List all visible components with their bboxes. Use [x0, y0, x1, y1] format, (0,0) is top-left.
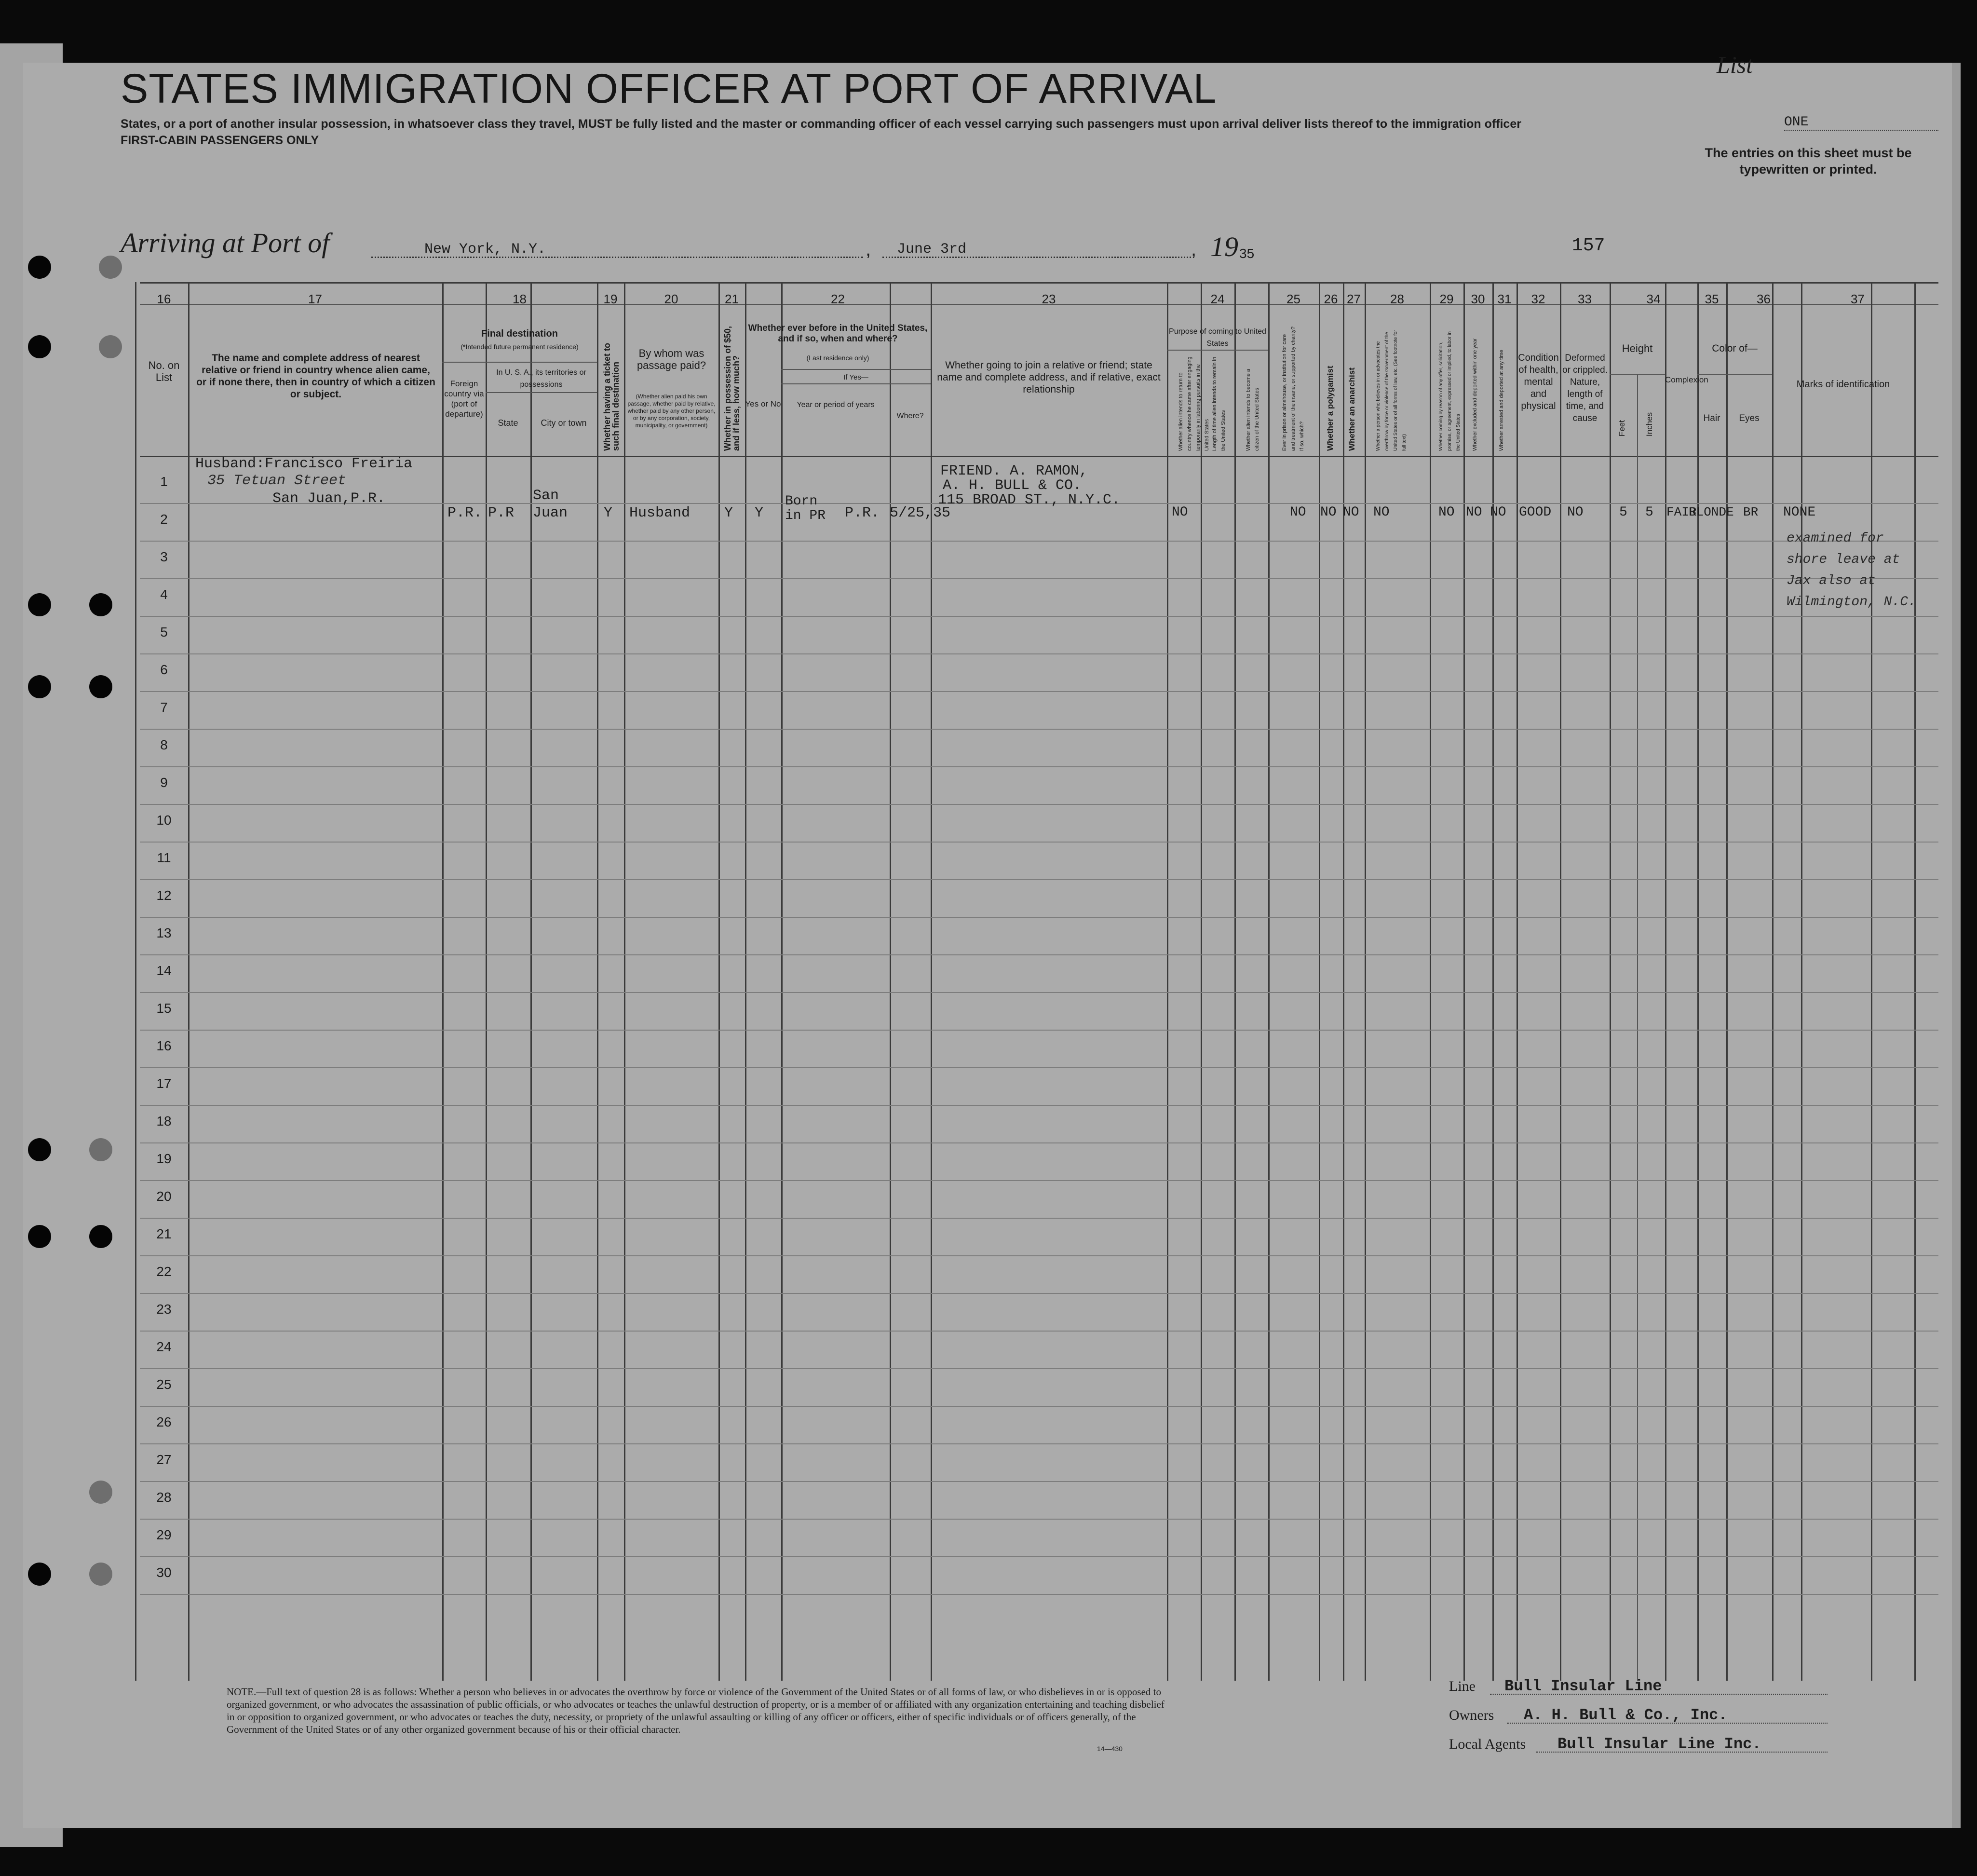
- col-line: [745, 282, 746, 1681]
- purpose: NO: [1172, 505, 1188, 520]
- col-number: 36: [1757, 292, 1771, 306]
- row-number: 10: [156, 813, 172, 828]
- line-value: Bull Insular Line: [1504, 1677, 1662, 1695]
- row-line: [140, 992, 1938, 993]
- row-number: 28: [156, 1490, 172, 1505]
- ticket: Y: [604, 505, 613, 521]
- row-number: 22: [156, 1264, 172, 1279]
- col-header-yes-no: Yes or No: [745, 399, 781, 408]
- col-header-inches: Inches: [1645, 412, 1654, 436]
- col-header-in-usa: In U. S. A., its territories or possessions: [496, 368, 586, 389]
- col-header-by-whom: By whom was passage paid?: [636, 347, 706, 371]
- year-suffix: 35: [1239, 246, 1255, 261]
- row-line: [140, 578, 1938, 579]
- height-feet: 5: [1619, 505, 1627, 520]
- col-header-q29: Whether coming by reason of any offer, solicitation, promise, or agreement, expressed or implied, to labor in the United States: [1438, 331, 1461, 451]
- row-number: 25: [156, 1377, 172, 1392]
- row-line: [140, 1519, 1938, 1520]
- row-line: [140, 879, 1938, 880]
- binder-hole: [28, 593, 51, 616]
- comma: ,: [1191, 239, 1197, 260]
- binder-hole: [28, 675, 51, 698]
- binder-hole: [28, 1563, 51, 1586]
- entries-note: The entries on this sheet must be typewritten or printed.: [1705, 146, 1912, 177]
- header-subrule: [442, 362, 597, 363]
- row-line: [140, 954, 1938, 955]
- q31-answer: NO: [1490, 505, 1506, 520]
- list-value: ONE: [1784, 115, 1938, 131]
- table-rule: [140, 282, 1938, 284]
- col-line: [1637, 374, 1638, 1681]
- date-last-departure: 5/25,35: [890, 505, 951, 521]
- col-line: [442, 282, 444, 1681]
- header-subrule: [1697, 374, 1772, 375]
- identification-marks: NONE: [1783, 505, 1816, 520]
- row-number: 19: [156, 1151, 172, 1166]
- agents-label: Local Agents: [1449, 1736, 1526, 1752]
- col-line: [135, 282, 136, 1681]
- col-line: [1914, 282, 1916, 1681]
- col-number: 17: [308, 292, 322, 306]
- line-label: Line: [1449, 1678, 1476, 1694]
- subtitle-class: FIRST-CABIN PASSENGERS ONLY: [121, 134, 319, 147]
- row-number: 12: [156, 888, 172, 903]
- row-line: [140, 1180, 1938, 1181]
- owners-label: Owners: [1449, 1707, 1494, 1723]
- row-number: 8: [160, 737, 168, 752]
- col-header-q28: Whether a person who believes in or advocates the overthrow by force or violence of the Government of the United States or of all forms of law, etc. (See footnote for full text): [1376, 330, 1407, 451]
- manifest-table: [140, 282, 1938, 1681]
- col-header-fifty: Whether in possession of $50, and if less, how much?: [723, 326, 741, 451]
- height-inches: 5: [1645, 505, 1653, 520]
- q30-answer: NO: [1466, 505, 1482, 520]
- row-number: 1: [160, 474, 168, 489]
- state: P.R: [488, 505, 515, 521]
- col-line: [1463, 282, 1465, 1681]
- col-line: [1517, 282, 1518, 1681]
- col-header-if-yes: If Yes—: [843, 373, 868, 381]
- row-number: 11: [157, 850, 171, 865]
- binder-hole: [89, 1138, 112, 1161]
- col-number: 28: [1390, 292, 1404, 306]
- col-header-final-note: (*Intended future permanent residence): [460, 343, 579, 351]
- date-value: June 3rd: [897, 241, 967, 258]
- row-number: 30: [156, 1565, 172, 1580]
- page-title: STATES IMMIGRATION OFFICER AT PORT OF ARRIVAL: [121, 66, 1217, 112]
- row-line: [140, 1556, 1938, 1557]
- where: P.R.: [845, 505, 880, 521]
- row-number: 4: [160, 587, 168, 602]
- col-header-join: Whether going to join a relative or friend; state name and complete address, and if relative, exact relationship: [937, 360, 1161, 395]
- row-number: 2: [160, 512, 168, 527]
- col-line: [1343, 282, 1344, 1681]
- col-line: [1665, 282, 1666, 1681]
- prison: NO: [1290, 505, 1306, 520]
- paid-by: Husband: [629, 505, 691, 521]
- form-number: 14—430: [1097, 1745, 1123, 1753]
- col-number: 27: [1347, 292, 1361, 306]
- row-line: [140, 1368, 1938, 1369]
- col-header-q31: Whether arrested and deported at any time: [1499, 350, 1504, 451]
- row-line: [140, 1443, 1938, 1444]
- col-line: [1610, 282, 1611, 1681]
- row-number: 16: [156, 1038, 172, 1053]
- col-line: [1697, 282, 1699, 1681]
- col-line: [597, 282, 598, 1681]
- col-line: [188, 282, 190, 1681]
- col-number: 25: [1286, 292, 1300, 306]
- col-line: [1871, 282, 1872, 1681]
- row-number: 6: [160, 662, 168, 677]
- col-number: 26: [1324, 292, 1338, 306]
- question-28-footnote: NOTE.—Full text of question 28 is as follows: Whether a person who believes in or advocates the overthrow by force or violence of the Government of the United States or of all forms of law, or who disbelieves in or is opposed to organized government, or who advocates the assassination of public officials, or who advocates or teaches the unlawful destruction of property, or is a member of or affiliated with any organization entertaining and teaching disbelief in or opposition to organized government, or who advocates or teaches the duty, necessity, or propriety of the unlawful assaulting or killing of any officer or officers, either of specific individuals or of officers generally, of the Government of the United States or of any other organized government because of his or their official character.: [227, 1686, 1165, 1735]
- col-header-purpose: Purpose of coming to United States: [1169, 327, 1266, 348]
- row-line: [140, 1030, 1938, 1031]
- col-header-city: City or town: [541, 418, 587, 428]
- col-line: [1492, 282, 1494, 1681]
- col-number: 21: [725, 292, 739, 306]
- col-header-purpose-return: Whether alien intends to return to country whence he came after engaging temporarily in laboring pursuits in the United States: [1178, 356, 1210, 451]
- col-header-ticket: Whether having a ticket to such final destination: [602, 342, 621, 451]
- col-line: [624, 282, 625, 1681]
- col-line: [1365, 282, 1366, 1681]
- relative-address-handwritten: 35 Tetuan Street: [207, 473, 347, 489]
- binder-hole: [28, 1225, 51, 1248]
- binder-hole: [89, 675, 112, 698]
- col-header-year: Year or period of years: [797, 401, 875, 409]
- col-header-eyes: Eyes: [1739, 413, 1760, 423]
- row-line: [140, 1218, 1938, 1219]
- relative-name: Husband:Francisco Freiria: [195, 456, 413, 472]
- year-period: Born in PR: [785, 494, 826, 523]
- binder-hole: [89, 1563, 112, 1586]
- col-number: 22: [831, 292, 845, 306]
- col-line: [530, 282, 532, 1681]
- col-number: 31: [1497, 292, 1512, 306]
- owners-value: A. H. Bull & Co., Inc.: [1524, 1706, 1728, 1724]
- row-line: [140, 917, 1938, 918]
- col-number: 19: [603, 292, 618, 306]
- col-number: 32: [1531, 292, 1545, 306]
- row-line: [140, 1481, 1938, 1482]
- col-header-by-whom-note: (Whether alien paid his own passage, whether paid by relative, whether paid by any other person, or by any corporation, society, municipality, or government): [627, 393, 716, 429]
- row-line: [140, 804, 1938, 805]
- col-line: [1268, 282, 1270, 1681]
- row-line: [140, 1105, 1938, 1106]
- col-line: [486, 282, 487, 1681]
- row-number: 15: [156, 1001, 172, 1016]
- col-number: 18: [513, 292, 527, 306]
- list-label: List: [1717, 51, 1753, 78]
- row-number: 9: [160, 775, 168, 790]
- col-header-complexion: Complexion: [1665, 375, 1708, 384]
- row-line: [140, 1255, 1938, 1256]
- col-header-q30: Whether excluded and deported within one year: [1472, 338, 1478, 451]
- col-line: [1234, 282, 1236, 1681]
- row-line: [140, 766, 1938, 767]
- foreign-country: P.R.: [447, 505, 483, 521]
- header-subrule: [781, 369, 931, 370]
- health: GOOD: [1519, 505, 1552, 520]
- join-name: FRIEND. A. RAMON,: [940, 463, 1088, 479]
- col-line: [1560, 282, 1561, 1681]
- col-header-color: Color of—: [1712, 343, 1758, 354]
- arriving-label: Arriving at Port of: [121, 227, 330, 258]
- port-value: New York, N.Y.: [424, 241, 546, 258]
- row-number: 20: [156, 1189, 172, 1204]
- anarchist: NO: [1343, 505, 1359, 520]
- row-number: 18: [156, 1114, 172, 1128]
- col-number: 33: [1578, 292, 1592, 306]
- binder-hole: [28, 256, 51, 279]
- row-number: 27: [156, 1452, 172, 1467]
- col-number: 20: [664, 292, 678, 306]
- col-header-where: Where?: [896, 412, 924, 420]
- comma: ,: [866, 239, 871, 260]
- header-subrule: [1167, 350, 1268, 351]
- header-subrule: [486, 392, 597, 393]
- agents-value: Bull Insular Line Inc.: [1557, 1735, 1761, 1753]
- col-line: [781, 282, 783, 1681]
- binder-hole: [28, 1138, 51, 1161]
- before-us: Y: [755, 505, 764, 521]
- col-header-before-note: (Last residence only): [806, 354, 869, 362]
- row-number: 21: [156, 1226, 172, 1241]
- col-line: [1772, 282, 1774, 1681]
- col-header-foreign: Foreign country via (port of departure): [444, 379, 484, 419]
- row-number: 3: [160, 549, 168, 564]
- col-line: [1167, 282, 1168, 1681]
- binder-hole: [28, 335, 51, 358]
- deformed: NO: [1567, 505, 1584, 520]
- complexion: FAIR: [1666, 505, 1697, 519]
- row-line: [140, 653, 1938, 654]
- col-line: [1726, 282, 1728, 1681]
- row-line: [140, 1067, 1938, 1068]
- row-line: [140, 842, 1938, 843]
- col-header-marks: Marks of identification: [1796, 379, 1890, 390]
- binder-hole: [99, 256, 122, 279]
- col-header-height: Height: [1622, 342, 1653, 354]
- col-number: 30: [1471, 292, 1485, 306]
- city: San Juan: [533, 488, 568, 521]
- join-address: 115 BROAD ST., N.Y.C.: [938, 492, 1121, 508]
- header-subrule: [781, 383, 931, 384]
- eye-color: BR: [1743, 505, 1759, 519]
- fifty-dollars: Y: [724, 505, 733, 521]
- subtitle-line: States, or a port of another insular possession, in whatsoever class they travel, MUST be fully listed and the master or commanding officer of each vessel carrying such passengers must upon arrival deliver lists thereof to the immigration officer: [121, 117, 1521, 131]
- col-header-state: State: [498, 418, 518, 428]
- polygamist: NO: [1320, 505, 1337, 520]
- col-line: [1201, 282, 1202, 1681]
- col-header-relative: The name and complete address of nearest relative or friend in country whence alien came, or if none there, then in country of which a citizen or subject.: [196, 353, 435, 400]
- col-line: [1319, 282, 1320, 1681]
- binder-hole: [89, 593, 112, 616]
- col-header-hair: Hair: [1703, 413, 1720, 423]
- row-line: [140, 691, 1938, 692]
- row-line: [140, 729, 1938, 730]
- col-line: [931, 282, 932, 1681]
- col-number: 35: [1705, 292, 1719, 306]
- row-number: 26: [156, 1414, 172, 1429]
- row-number: 5: [160, 625, 168, 639]
- col-number: 16: [157, 292, 171, 306]
- col-number: 37: [1851, 292, 1865, 306]
- col-header-deformed: Deformed or crippled. Nature, length of time, and cause: [1562, 353, 1608, 423]
- col-header-no: No. on List: [148, 359, 180, 383]
- hair-color: BLONDE: [1689, 505, 1734, 519]
- year-prefix: 19: [1210, 231, 1238, 262]
- row-number: 29: [156, 1527, 172, 1542]
- binder-hole: [89, 1225, 112, 1248]
- q28-answer: NO: [1373, 505, 1390, 520]
- subtitle: [121, 116, 1615, 149]
- col-line: [1430, 282, 1431, 1681]
- col-header-polygamist: Whether a polygamist: [1326, 366, 1335, 451]
- row-line: [140, 1594, 1938, 1595]
- q29-answer: NO: [1438, 505, 1455, 520]
- col-header-prison: Ever in prison or almshouse, or institution for care and treatment of the insane, or supported by charity? If so, which?: [1282, 326, 1305, 451]
- col-header-before-us: Whether ever before in the United States, and if so, when and where?: [748, 323, 928, 344]
- row-line: [140, 1331, 1938, 1332]
- col-line: [718, 282, 720, 1681]
- row-number: 14: [156, 963, 172, 978]
- col-number: 23: [1042, 292, 1056, 306]
- row-number: 7: [160, 700, 168, 715]
- col-header-purpose-length: Length of time alien intends to remain in the United States: [1212, 356, 1226, 451]
- col-number: 29: [1439, 292, 1454, 306]
- col-header-health: Condition of health, mental and physical: [1518, 353, 1559, 411]
- join-company: A. H. BULL & CO.: [943, 477, 1082, 494]
- col-number: 34: [1646, 292, 1661, 306]
- row-number: 13: [156, 925, 172, 940]
- col-line: [1801, 282, 1802, 1681]
- col-header-feet: Feet: [1617, 420, 1626, 436]
- binder-hole: [99, 335, 122, 358]
- col-header-purpose-citizen: Whether alien intends to become a citizen of the United States: [1246, 369, 1260, 451]
- row-line: [140, 1406, 1938, 1407]
- page-number: 157: [1572, 235, 1605, 256]
- col-line: [890, 282, 891, 1681]
- col-number: 24: [1210, 292, 1225, 306]
- binder-hole: [89, 1481, 112, 1504]
- row-number: 17: [156, 1076, 172, 1091]
- col-header-final-destination: Final destination: [481, 328, 558, 339]
- col-header-anarchist: Whether an anarchist: [1347, 367, 1356, 451]
- row-line: [140, 1142, 1938, 1143]
- row-number: 24: [156, 1339, 172, 1354]
- row-number: 23: [156, 1302, 172, 1317]
- relative-city: San Juan,P.R.: [272, 490, 386, 507]
- row-line: [140, 541, 1938, 542]
- handwritten-annotation: examined for shore leave at Jax also at Wilmington, N.C.: [1787, 531, 1916, 610]
- row-line: [140, 1293, 1938, 1294]
- row-line: [140, 616, 1938, 617]
